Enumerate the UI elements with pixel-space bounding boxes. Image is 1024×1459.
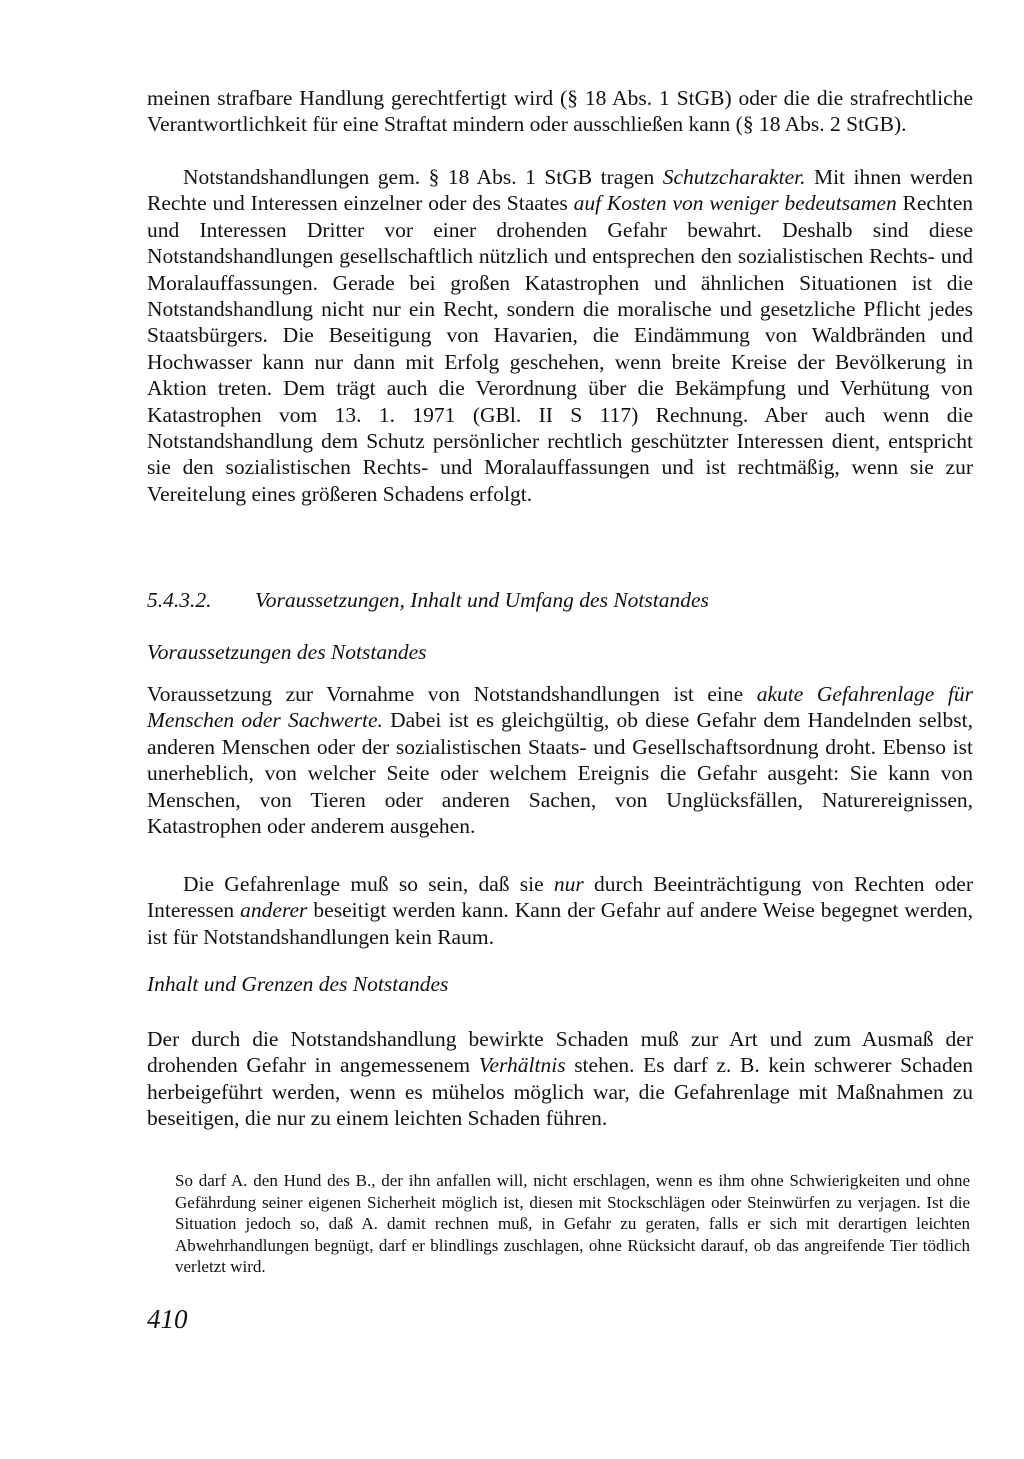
paragraph-4-text-3: beseitigt werden kann. Kann der Gefahr auf andere Weise begegnet werden, ist für Notstandshandlungen kein Raum.: [147, 898, 973, 949]
section-title: Voraussetzungen, Inhalt und Umfang des Notstandes: [255, 588, 709, 612]
paragraph-4-emphasis-1: nur: [553, 872, 584, 896]
page-number: 410: [147, 1304, 188, 1334]
paragraph-3-text-1: Voraussetzung zur Vornahme von Notstandshandlungen ist eine: [147, 682, 757, 706]
paragraph-2: [147, 164, 973, 507]
section-heading: [147, 588, 709, 613]
example-note: So darf A. den Hund des B., der ihn anfallen will, nicht erschlagen, wenn es ihm ohne Schwierigkeiten und ohne Gefährdung seiner eigenen Sicherheit möglich ist, diesen mit Stockschlägen oder Steinwürfen zu verjagen. Ist die Situation jedoch so, daß A. damit rechnen muß, in Gefahr zu geraten, falls er sich mit derartigen leichten Abwehrhandlungen begnügt, darf er blindlings zuschlagen, ohne Rücksicht darauf, ob das angreifende Tier tödlich verletzt wird.: [175, 1171, 970, 1277]
paragraph-2-text-1: Notstandshandlungen gem. § 18 Abs. 1 StGB tragen: [183, 165, 663, 189]
paragraph-1-text: meinen strafbare Handlung gerechtfertigt wird (§ 18 Abs. 1 StGB) oder die die strafrechtliche Verantwortlichkeit für eine Straftat mindern oder ausschließen kann (§ 18 Abs. 2 StGB).: [147, 86, 973, 137]
paragraph-2-emphasis-1: Schutzcharakter.: [662, 165, 806, 189]
paragraph-4-text-1: Die Gefahrenlage muß so sein, daß sie: [183, 872, 554, 896]
paragraph-3-emphasis-1: akute Gefahrenlage für Menschen oder Sachwerte.: [147, 682, 973, 733]
paragraph-1: [147, 85, 973, 138]
paragraph-4-text-2: durch Beeinträchtigung von Rechten oder Interessen: [147, 872, 973, 923]
paragraph-3: [147, 681, 973, 839]
paragraph-5: [147, 1026, 973, 1132]
section-number: 5.4.3.2.: [147, 588, 212, 612]
paragraph-5-text-1: Der durch die Notstandshandlung bewirkte Schaden muß zur Art und zum Ausmaß der drohenden Gefahr in angemessenem: [147, 1027, 973, 1078]
paragraph-2-emphasis-2: auf Kosten von weniger bedeutsamen: [573, 191, 897, 216]
subheading-content-limits: Inhalt und Grenzen des Notstandes: [147, 972, 449, 996]
paragraph-2-text-2: Mit ihnen werden Rechte und Interessen einzelner oder des Staates: [147, 165, 973, 216]
paragraph-4: [147, 871, 973, 950]
paragraph-5-emphasis-1: Verhältnis: [478, 1053, 566, 1078]
subheading-prerequisites: Voraussetzungen des Notstandes: [147, 640, 427, 664]
paragraph-3-text-2: Dabei ist es gleichgültig, ob diese Gefahr dem Handelnden selbst, anderen Menschen oder der sozialistischen Staats- und Gesellschaftsordnung droht. Ebenso ist unerheblich, von welcher Seite oder welchem Ereignis die Gefahr ausgeht: Sie kann von Menschen, von Tieren oder anderen Sachen, von Unglücksfällen, Naturereignissen, Katastrophen oder anderem ausgehen.: [147, 708, 973, 839]
paragraph-4-emphasis-2: anderer: [240, 898, 308, 923]
paragraph-5-text-2: stehen. Es darf z. B. kein schwerer Schaden herbeigeführt werden, wenn es mühelos möglich war, die Gefahrenlage mit Maßnahmen zu beseitigen, die nur zu einem leichten Schaden führen.: [147, 1053, 973, 1131]
paragraph-2-text-3: Rechten und Interessen Dritter vor einer drohenden Gefahr bewahrt. Deshalb sind diese Notstandshandlungen gesellschaftlich nützlich und entsprechen den sozialistischen Rechts- und Moralauffassungen. Gerade bei großen Katastrophen und ähnlichen Situationen ist die Notstandshandlung nicht nur ein Recht, sondern die moralische und gesetzliche Pflicht jedes Staatsbürgers. Die Beseitigung von Havarien, die Eindämmung von Waldbränden und Hochwasser kann nur dann mit Erfolg geschehen, wenn breite Kreise der Bevölkerung in Aktion treten. Dem trägt auch die Verordnung über die Bekämpfung und Verhütung von Katastrophen vom 13. 1. 1971 (GBl. II S 117) Rechnung. Aber auch wenn die Notstandshandlung dem Schutz persönlicher rechtlich geschützter Interessen dient, entspricht sie den sozialistischen Rechts- und Moralauffassungen und ist rechtmäßig, wenn sie zur Vereitelung eines größeren Schadens erfolgt.: [147, 191, 973, 506]
